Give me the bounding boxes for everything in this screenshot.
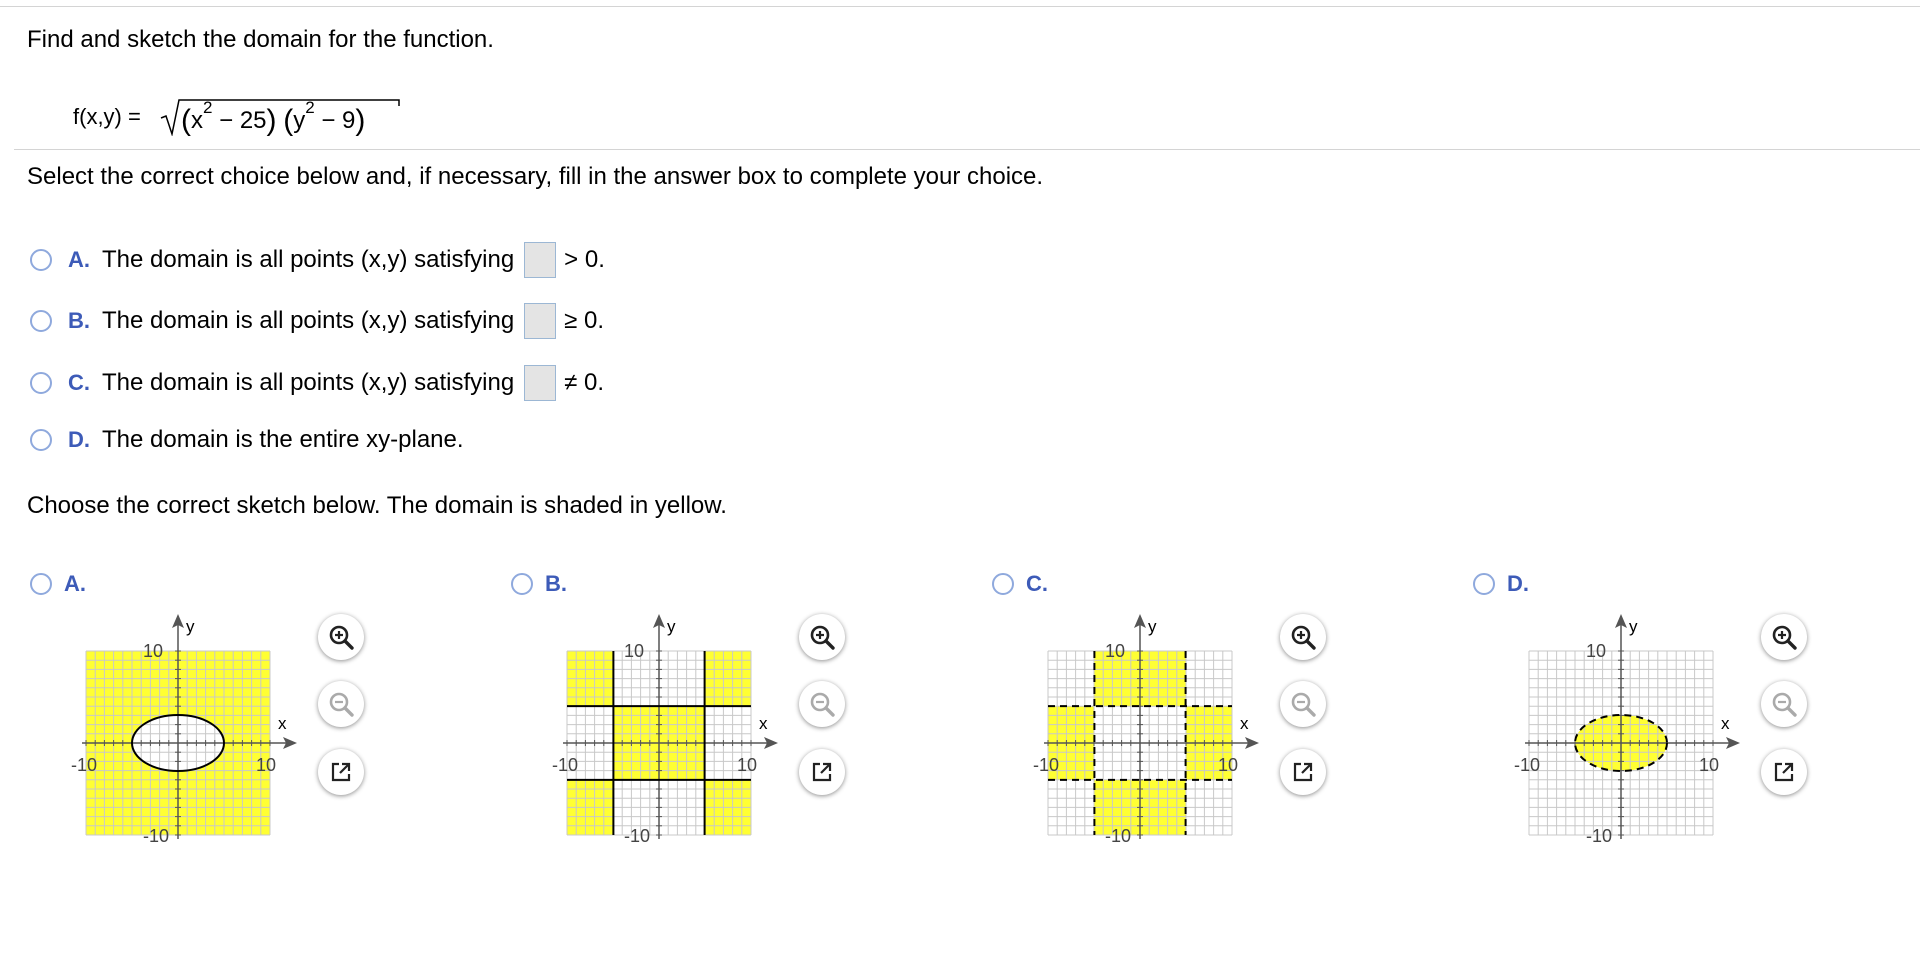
zoom-in-icon	[808, 623, 836, 651]
sketch-b-tick-neg-y: -10	[624, 826, 651, 846]
sketch-b-zoom-in-button[interactable]	[799, 614, 845, 660]
choice-c-radio[interactable]	[30, 372, 52, 394]
sketch-c-tick-neg-y: -10	[1105, 826, 1132, 846]
sketch-c-letter: C.	[1026, 571, 1048, 596]
zoom-in-icon	[327, 623, 355, 651]
sketch-b-tick-neg-x: -10	[552, 755, 579, 775]
choice-a-answer-box[interactable]	[524, 242, 556, 278]
function-lhs: f(x,y) =	[73, 104, 141, 129]
sketch-choice-d[interactable]	[1473, 571, 1541, 597]
sketch-a-zoom-in-button[interactable]	[318, 614, 364, 660]
function-expression	[73, 92, 413, 136]
answer-instruction: Select the correct choice below and, if necessary, fill in the answer box to complete your choice.	[27, 163, 1044, 190]
sketch-d-tick-pos-x: 10	[1699, 755, 1720, 775]
sketch-b-graph	[546, 612, 796, 852]
choice-a-text: The domain is all points (x,y) satisfying	[102, 246, 515, 273]
radicand: $(x^2 - 25) (y^2 - 9)$	[181, 98, 366, 137]
choice-d[interactable]	[30, 422, 464, 458]
sketch-b-tick-pos-x: 10	[737, 755, 758, 775]
zoom-in-icon	[1289, 623, 1317, 651]
sketch-a-popout-button[interactable]	[318, 749, 364, 795]
sketch-c-zoom-out-button[interactable]	[1280, 681, 1326, 727]
sketch-d-letter: D.	[1507, 571, 1529, 596]
sketch-choice-b[interactable]	[511, 571, 579, 597]
sketch-choice-c[interactable]	[992, 571, 1060, 597]
sketch-a-tick-neg-x: -10	[71, 755, 98, 775]
top-border	[0, 6, 1920, 7]
zoom-out-icon	[1770, 690, 1798, 718]
sketch-a-radio[interactable]	[30, 573, 52, 595]
sketch-d-zoom-in-button[interactable]	[1761, 614, 1807, 660]
choice-b[interactable]	[30, 303, 604, 339]
sketch-c-tick-neg-x: -10	[1033, 755, 1060, 775]
sketch-c-tick-pos-y: 10	[1105, 641, 1126, 661]
sketch-b-y-label: y	[667, 617, 676, 636]
choice-b-answer-box[interactable]	[524, 303, 556, 339]
section-divider	[14, 149, 1920, 150]
choice-c-text: The domain is all points (x,y) satisfying	[102, 369, 515, 396]
choice-a-operator: > 0.	[564, 246, 605, 273]
popout-icon	[328, 759, 354, 785]
sketch-c-y-label: y	[1148, 617, 1157, 636]
sketch-b-popout-button[interactable]	[799, 749, 845, 795]
zoom-in-icon	[1770, 623, 1798, 651]
sketch-choice-a[interactable]	[30, 571, 98, 597]
zoom-out-icon	[1289, 690, 1317, 718]
sketch-a-zoom-out-button[interactable]	[318, 681, 364, 727]
sketch-d-y-label: y	[1629, 617, 1638, 636]
choice-d-letter: D.	[68, 427, 90, 452]
sketch-a-tick-neg-y: -10	[143, 826, 170, 846]
sketch-d-zoom-out-button[interactable]	[1761, 681, 1807, 727]
choice-a-letter: A.	[68, 247, 90, 272]
sketch-c-popout-button[interactable]	[1280, 749, 1326, 795]
choice-d-radio[interactable]	[30, 429, 52, 451]
sketch-c-graph	[1027, 612, 1277, 852]
choice-b-operator: ≥ 0.	[564, 307, 605, 334]
popout-icon	[1771, 759, 1797, 785]
sketch-d-tick-neg-x: -10	[1514, 755, 1541, 775]
sketch-a-letter: A.	[64, 571, 86, 596]
sketch-d-popout-button[interactable]	[1761, 749, 1807, 795]
sketch-a-x-label: x	[278, 714, 287, 733]
choice-b-letter: B.	[68, 308, 90, 333]
sketch-c-x-label: x	[1240, 714, 1249, 733]
sketch-c-tick-pos-x: 10	[1218, 755, 1239, 775]
choice-a[interactable]	[30, 242, 605, 278]
choice-a-radio[interactable]	[30, 249, 52, 271]
sketch-d-x-label: x	[1721, 714, 1730, 733]
sketch-d-tick-neg-y: -10	[1586, 826, 1613, 846]
choice-d-text: The domain is the entire xy-plane.	[102, 426, 464, 453]
choice-c-answer-box[interactable]	[524, 365, 556, 401]
popout-icon	[809, 759, 835, 785]
sketch-b-tick-pos-y: 10	[624, 641, 645, 661]
sketch-a-y-label: y	[186, 617, 195, 636]
choice-c-operator: ≠ 0.	[564, 369, 605, 396]
sketch-d-graph	[1508, 612, 1758, 852]
sketch-a-graph	[65, 612, 315, 852]
sketch-c-zoom-in-button[interactable]	[1280, 614, 1326, 660]
sketch-instruction: Choose the correct sketch below. The domain is shaded in yellow.	[27, 492, 727, 519]
question-prompt: Find and sketch the domain for the function.	[27, 26, 494, 53]
sketch-a-tick-pos-y: 10	[143, 641, 164, 661]
sketch-b-x-label: x	[759, 714, 768, 733]
choice-c-letter: C.	[68, 370, 90, 395]
sketch-c-radio[interactable]	[992, 573, 1014, 595]
sketch-b-radio[interactable]	[511, 573, 533, 595]
choice-b-radio[interactable]	[30, 310, 52, 332]
choice-b-text: The domain is all points (x,y) satisfying	[102, 307, 515, 334]
sketch-d-radio[interactable]	[1473, 573, 1495, 595]
sketch-a-tick-pos-x: 10	[256, 755, 277, 775]
zoom-out-icon	[327, 690, 355, 718]
popout-icon	[1290, 759, 1316, 785]
zoom-out-icon	[808, 690, 836, 718]
sketch-b-zoom-out-button[interactable]	[799, 681, 845, 727]
choice-c[interactable]	[30, 365, 604, 401]
sketch-b-letter: B.	[545, 571, 567, 596]
sketch-d-tick-pos-y: 10	[1586, 641, 1607, 661]
